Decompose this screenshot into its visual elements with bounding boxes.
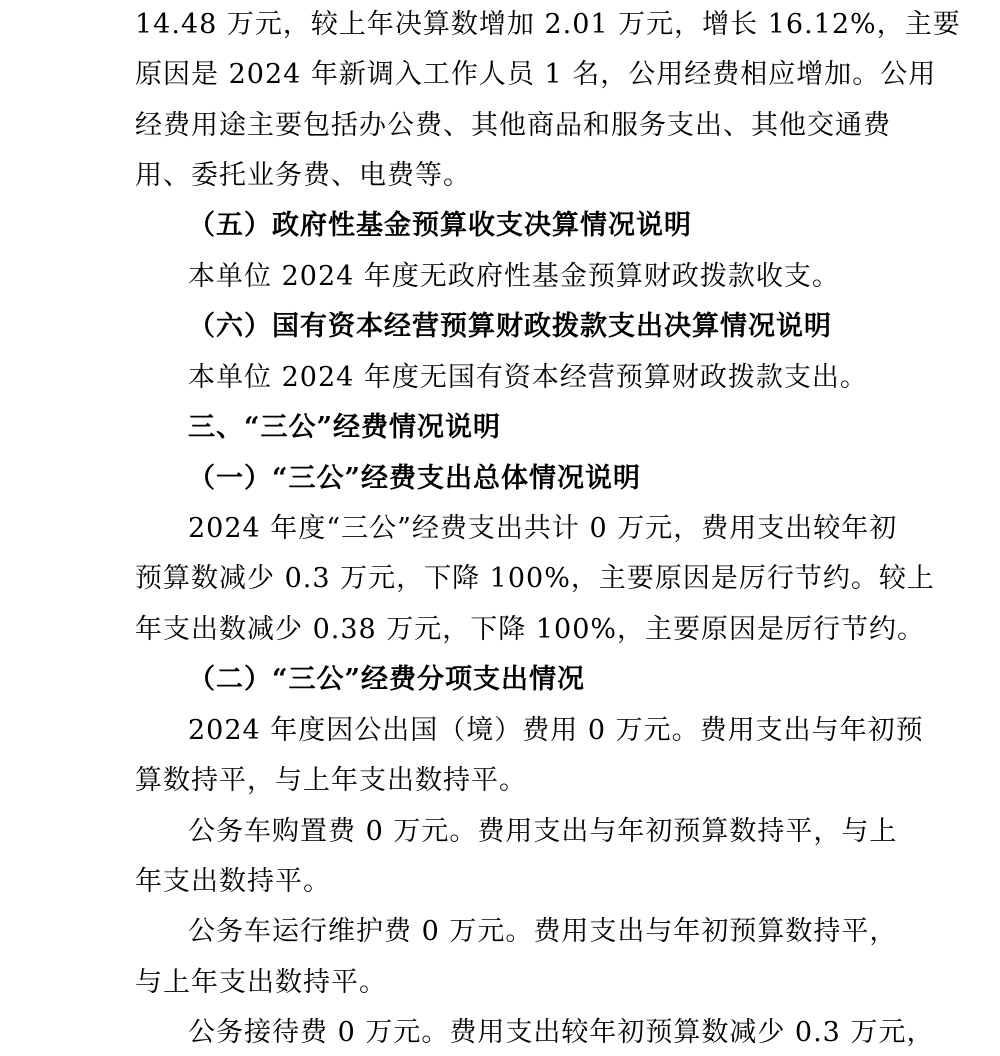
paragraph-line: 算数持平，与上年支出数持平。 [135, 765, 527, 796]
paragraph-line: 年支出数持平。 [135, 866, 331, 897]
paragraph-line: 公务车购置费 0 万元。费用支出与年初预算数持平，与上 [188, 816, 898, 847]
section-heading: （六）国有资本经营预算财政拨款支出决算情况说明 [188, 311, 832, 342]
paragraph-line: 用、委托业务费、电费等。 [135, 160, 471, 191]
paragraph-line: 本单位 2024 年度无国有资本经营预算财政拨款支出。 [188, 362, 868, 393]
paragraph-line: 原因是 2024 年新调入工作人员 1 名，公用经费相应增加。公用 [135, 59, 937, 90]
paragraph-line: 年支出数减少 0.38 万元，下降 100%，主要原因是厉行节约。 [135, 614, 926, 645]
section-heading: （一）“三公”经费支出总体情况说明 [188, 463, 642, 494]
paragraph-line: 公务车运行维护费 0 万元。费用支出与年初预算数持平， [188, 916, 898, 947]
paragraph-line: 经费用途主要包括办公费、其他商品和服务支出、其他交通费 [135, 110, 891, 141]
paragraph-line: 14.48 万元，较上年决算数增加 2.01 万元，增长 16.12%，主要 [135, 9, 961, 40]
paragraph-line: 公务接待费 0 万元。费用支出较年初预算数减少 0.3 万元， [188, 1017, 935, 1048]
paragraph-line: 本单位 2024 年度无政府性基金预算财政拨款收支。 [188, 261, 840, 292]
chapter-heading: 三、“三公”经费情况说明 [188, 412, 502, 443]
paragraph-line: 2024 年度因公出国（境）费用 0 万元。费用支出与年初预 [188, 715, 924, 746]
paragraph-line: 2024 年度“三公”经费支出共计 0 万元，费用支出较年初 [188, 513, 898, 544]
paragraph-line: 与上年支出数持平。 [135, 967, 387, 998]
paragraph-line: 预算数减少 0.3 万元，下降 100%，主要原因是厉行节约。较上 [135, 563, 935, 594]
section-heading: （五）政府性基金预算收支决算情况说明 [188, 210, 692, 241]
section-heading: （二）“三公”经费分项支出情况 [188, 664, 586, 695]
